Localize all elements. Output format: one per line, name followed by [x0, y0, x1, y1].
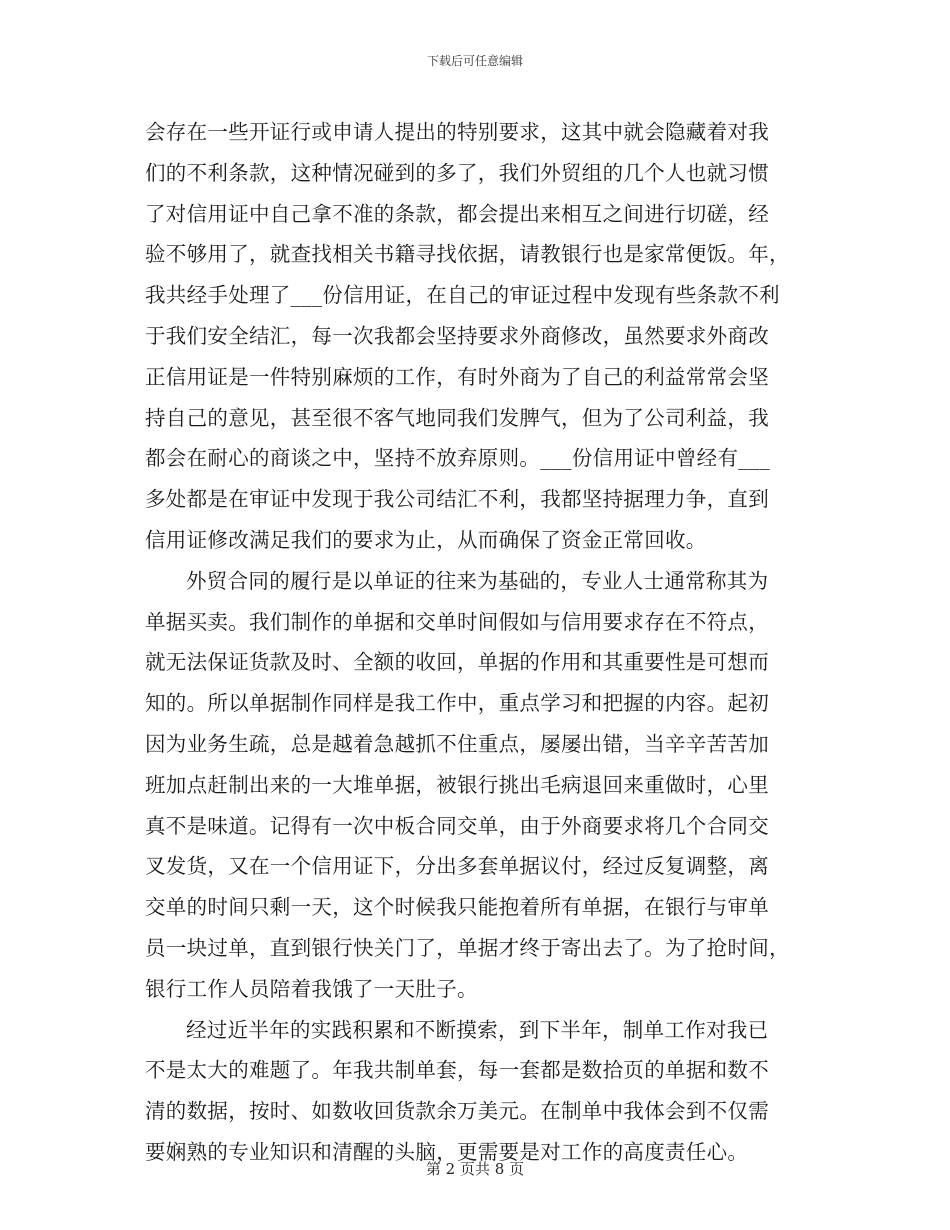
text-line: 于我们安全结汇，每一次我都会坚持要求外商修改，虽然要求外商改: [145, 323, 769, 348]
text-line: 交单的时间只剩一天，这个时候我只能抱着所有单据，在银行与审单: [145, 895, 769, 920]
text-line: 清的数据，按时、如数收回货款余万美元。在制单中我体会到不仅需: [145, 1099, 769, 1124]
text-line: 验不够用了，就查找相关书籍寻找依据，请教银行也是家常便饭。年，: [145, 242, 790, 267]
text-line: 叉发货，又在一个信用证下，分出多套单据议付，经过反复调整，离: [145, 854, 769, 879]
text-line: 会存在一些开证行或申请人提出的特别要求，这其中就会隐藏着对我: [145, 120, 769, 144]
text-line: 就无法保证货款及时、全额的收回，单据的作用和其重要性是可想而: [145, 650, 769, 675]
paragraph-2: [145, 561, 805, 1010]
text-line: 要娴熟的专业知识和清醒的头脑，更需要是对工作的高度责任心。: [145, 1139, 749, 1164]
text-line: 因为业务生疏，总是越着急越抓不住重点，屡屡出错，当辛辛苦苦加: [145, 731, 769, 756]
text-line: 不是太大的难题了。年我共制单套，每一套都是数拾页的单据和数不: [145, 1058, 769, 1083]
text-line: 信用证修改满足我们的要求为止，从而确保了资金正常回收。: [145, 527, 707, 552]
text-line: 外贸合同的履行是以单证的往来为基础的，专业人士通常称其为: [186, 568, 769, 593]
paragraph-1: [145, 112, 805, 561]
text-line: 都会在耐心的商谈之中，坚持不放弃原则。___份信用证中曾经有___: [145, 446, 770, 471]
document-body: [145, 112, 805, 1173]
paragraph-3: [145, 1010, 805, 1173]
text-line: 单据买卖。我们制作的单据和交单时间假如与信用要求存在不符点，: [145, 609, 769, 634]
text-line: 经过近半年的实践积累和不断摸索，到下半年，制单工作对我已: [186, 1017, 769, 1042]
text-line: 多处都是在审证中发现于我公司结汇不利，我都坚持据理力争，直到: [145, 487, 769, 512]
text-line: 们的不利条款，这种情况碰到的多了，我们外贸组的几个人也就习惯: [145, 160, 769, 185]
page-number: 第 2 页共 8 页: [425, 1160, 525, 1178]
text-line: 真不是味道。记得有一次中板合同交单，由于外商要求将几个合同交: [145, 813, 769, 838]
page-header: 下载后可任意编辑: [426, 54, 523, 68]
text-line: 了对信用证中自己拿不准的条款，都会提出来相互之间进行切磋，经: [145, 201, 769, 226]
text-line: 员一块过单，直到银行快关门了，单据才终于寄出去了。为了抢时间，: [145, 935, 790, 960]
text-line: 正信用证是一件特别麻烦的工作，有时外商为了自己的利益常常会坚: [145, 364, 769, 389]
text-line: 班加点赶制出来的一大堆单据，被银行挑出毛病退回来重做时，心里: [145, 772, 769, 797]
text-line: 银行工作人员陪着我饿了一天肚子。: [145, 976, 478, 1001]
text-line: 知的。所以单据制作同样是我工作中，重点学习和把握的内容。起初: [145, 691, 769, 716]
text-line: 持自己的意见，甚至很不客气地同我们发脾气，但为了公司利益，我: [145, 405, 769, 430]
text-line: 我共经手处理了___份信用证，在自己的审证过程中发现有些条款不利: [145, 283, 780, 308]
